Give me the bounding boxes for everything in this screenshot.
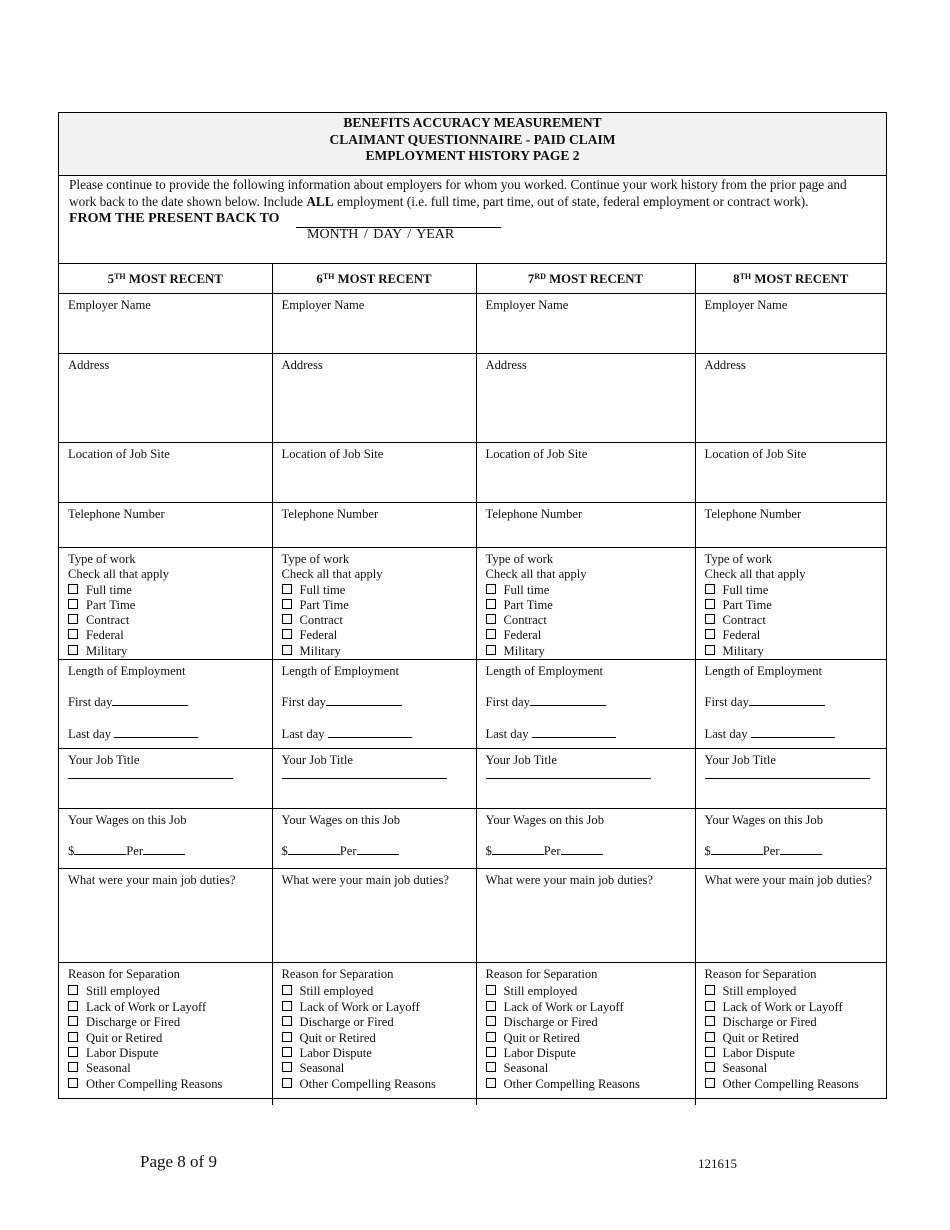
checkbox[interactable] — [282, 1016, 292, 1026]
address-row — [59, 354, 886, 443]
length-of-employment-row — [59, 660, 886, 749]
column-heading-cell-1[interactable] — [59, 264, 272, 294]
work-type-option[interactable]: Contract — [486, 613, 686, 628]
separation-label: Reason for Separation — [68, 967, 180, 982]
checkbox[interactable] — [68, 584, 78, 594]
checkbox[interactable] — [486, 584, 496, 594]
checkbox[interactable] — [68, 1078, 78, 1088]
checkbox[interactable] — [282, 1001, 292, 1011]
last-day-line: Last day — [486, 726, 686, 742]
separation-option[interactable]: Other Compelling Reasons — [68, 1077, 263, 1092]
header-title-line3: EMPLOYMENT HISTORY PAGE 2 — [365, 148, 580, 163]
checkbox[interactable] — [282, 645, 292, 655]
column-heading-number: 7 — [527, 272, 535, 287]
checkbox[interactable] — [68, 599, 78, 609]
separation-options — [705, 984, 878, 1092]
length-label: Length of Employment — [704, 664, 823, 679]
checkbox[interactable] — [705, 1016, 715, 1026]
wages-line: $ Per — [282, 843, 467, 859]
checkbox[interactable] — [486, 1016, 496, 1026]
separation-option[interactable]: Discharge or Fired — [282, 1015, 467, 1030]
separation-option[interactable]: Other Compelling Reasons — [282, 1077, 467, 1092]
reason-for-separation-cell-4[interactable] — [695, 963, 886, 1105]
wage-period-field[interactable] — [143, 843, 185, 855]
checkbox[interactable] — [486, 645, 496, 655]
separation-option[interactable]: Other Compelling Reasons — [486, 1077, 686, 1092]
telephone-cell-2[interactable] — [272, 503, 476, 548]
job-title-label: Your Job Title — [704, 753, 777, 768]
work-type-option[interactable]: Federal — [68, 628, 263, 643]
first-day-line: First day — [486, 694, 686, 710]
checkbox[interactable] — [68, 1047, 78, 1057]
wages-line: $ Per — [705, 843, 878, 859]
checkbox[interactable] — [486, 599, 496, 609]
checkbox[interactable] — [705, 599, 715, 609]
checkbox[interactable] — [68, 645, 78, 655]
checkbox[interactable] — [282, 1032, 292, 1042]
check-all-label: Check all that apply — [281, 567, 383, 582]
type-of-work-cell-1[interactable] — [59, 548, 272, 660]
job-duties-cell-4[interactable] — [695, 869, 886, 963]
telephone-cell-3[interactable] — [476, 503, 695, 548]
employment-history-form — [58, 112, 887, 1099]
employer-name-cell-2[interactable] — [272, 294, 476, 354]
job-duties-label: What were your main job duties? — [68, 873, 236, 888]
type-of-work-cell-3[interactable] — [476, 548, 695, 660]
form-header — [59, 113, 886, 176]
wages-cell-3[interactable] — [476, 809, 695, 869]
work-type-options — [68, 583, 263, 659]
checkbox[interactable] — [705, 614, 715, 624]
wages-row — [59, 809, 886, 869]
address-cell-1[interactable] — [59, 354, 272, 443]
separation-option[interactable]: Labor Dispute — [68, 1046, 263, 1061]
employer-grid — [59, 263, 886, 1105]
checkbox[interactable] — [68, 1001, 78, 1011]
job-title-cell-3[interactable] — [476, 749, 695, 809]
length-label: Length of Employment — [485, 664, 604, 679]
last-day-field[interactable] — [114, 726, 198, 738]
length-label: Length of Employment — [281, 664, 400, 679]
wage-amount-field[interactable] — [74, 843, 126, 855]
job-site-label: Location of Job Site — [704, 447, 807, 461]
type-of-work-label: Type of work — [485, 552, 554, 566]
wage-amount-field[interactable] — [288, 843, 340, 855]
checkbox[interactable] — [486, 1062, 496, 1072]
wages-cell-4[interactable] — [695, 809, 886, 869]
column-heading-cell-4[interactable] — [695, 264, 886, 294]
wages-label: Your Wages on this Job — [485, 813, 605, 828]
work-type-option[interactable]: Military — [68, 644, 263, 659]
checkbox[interactable] — [705, 1032, 715, 1042]
telephone-label: Telephone Number — [704, 507, 802, 521]
column-heading-cell-3[interactable] — [476, 264, 695, 294]
job-duties-label: What were your main job duties? — [281, 873, 450, 888]
separation-option[interactable]: Quit or Retired — [68, 1031, 263, 1046]
work-type-option[interactable]: Part Time — [282, 598, 467, 613]
checkbox[interactable] — [68, 985, 78, 995]
type-of-work-label: Type of work — [68, 552, 136, 566]
header-title-line2: CLAIMANT QUESTIONNAIRE - PAID CLAIM — [329, 131, 616, 147]
employer-name-cell-1[interactable] — [59, 294, 272, 354]
reason-for-separation-row — [59, 963, 886, 1105]
checkbox[interactable] — [282, 1062, 292, 1072]
page-number: Page 8 of 9 — [140, 1152, 217, 1171]
last-day-line: Last day — [282, 726, 467, 742]
wages-cell-2[interactable] — [272, 809, 476, 869]
work-type-option[interactable]: Contract — [68, 613, 263, 628]
address-cell-4[interactable] — [695, 354, 886, 443]
work-type-option[interactable]: Full time — [705, 583, 878, 598]
job-title-label: Your Job Title — [281, 753, 354, 768]
job-duties-cell-1[interactable] — [59, 869, 272, 963]
separation-option[interactable]: Lack of Work or Layoff — [68, 1000, 263, 1015]
telephone-row — [59, 503, 886, 548]
work-type-option[interactable]: Part Time — [68, 598, 263, 613]
wages-label: Your Wages on this Job — [281, 813, 401, 828]
job-site-label: Location of Job Site — [68, 447, 170, 461]
job-duties-cell-2[interactable] — [272, 869, 476, 963]
work-type-option[interactable]: Full time — [486, 583, 686, 598]
work-type-option[interactable]: Federal — [486, 628, 686, 643]
job-title-cell-1[interactable] — [59, 749, 272, 809]
checkbox[interactable] — [486, 1001, 496, 1011]
work-type-option[interactable]: Military — [486, 644, 686, 659]
separation-options — [68, 984, 263, 1092]
work-type-option[interactable]: Contract — [705, 613, 878, 628]
separation-option[interactable]: Seasonal — [705, 1061, 878, 1076]
wages-line: $ Per — [68, 843, 263, 859]
separation-option[interactable]: Still employed — [68, 984, 263, 999]
job-title-field[interactable] — [486, 777, 651, 779]
job-title-cell-4[interactable] — [695, 749, 886, 809]
header-title-line1: BENEFITS ACCURACY MEASUREMENT — [343, 115, 602, 130]
column-heading-suffix: TH — [114, 272, 126, 282]
checkbox[interactable] — [68, 1032, 78, 1042]
column-heading-suffix: TH — [322, 272, 335, 282]
check-all-label: Check all that apply — [68, 567, 170, 582]
column-heading-cell-2[interactable] — [272, 264, 476, 294]
checkbox[interactable] — [486, 1047, 496, 1057]
checkbox[interactable] — [68, 614, 78, 624]
work-type-option[interactable]: Federal — [705, 628, 878, 643]
type-of-work-label: Type of work — [704, 552, 773, 566]
first-day-line: First day — [705, 694, 878, 710]
first-day-field[interactable] — [749, 694, 825, 706]
separation-option[interactable]: Quit or Retired — [282, 1031, 467, 1046]
address-cell-3[interactable] — [476, 354, 695, 443]
checkbox[interactable] — [282, 985, 292, 995]
from-date-line — [69, 211, 876, 247]
separation-option[interactable]: Discharge or Fired — [705, 1015, 878, 1030]
separation-option[interactable]: Lack of Work or Layoff — [486, 1000, 686, 1015]
separation-option[interactable]: Discharge or Fired — [486, 1015, 686, 1030]
first-day-field[interactable] — [326, 694, 402, 706]
work-type-option[interactable]: Part Time — [486, 598, 686, 613]
separation-option[interactable]: Labor Dispute — [282, 1046, 467, 1061]
separation-option[interactable]: Seasonal — [282, 1061, 467, 1076]
column-heading-number: 5 — [107, 272, 115, 287]
column-heading-text: MOST RECENT — [334, 272, 432, 287]
telephone-cell-1[interactable] — [59, 503, 272, 548]
telephone-label: Telephone Number — [281, 507, 379, 521]
wages-label: Your Wages on this Job — [704, 813, 824, 828]
checkbox[interactable] — [486, 985, 496, 995]
date-format-hint: MONTH / DAY / YEAR — [307, 227, 455, 242]
checkbox[interactable] — [705, 1078, 715, 1088]
employer-name-cell-4[interactable] — [695, 294, 886, 354]
column-heading-number: 6 — [316, 272, 323, 287]
first-day-line: First day — [282, 694, 467, 710]
employer-name-label: Employer Name — [68, 298, 151, 312]
job-duties-cell-3[interactable] — [476, 869, 695, 963]
checkbox[interactable] — [705, 985, 715, 995]
last-day-line: Last day — [68, 726, 263, 742]
work-type-options — [282, 583, 467, 659]
address-label: Address — [68, 358, 110, 372]
checkbox[interactable] — [486, 614, 496, 624]
wage-period-field[interactable] — [561, 843, 603, 855]
wage-period-field[interactable] — [357, 843, 399, 855]
type-of-work-label: Type of work — [281, 552, 350, 566]
type-of-work-cell-4[interactable] — [695, 548, 886, 660]
reason-for-separation-cell-1[interactable] — [59, 963, 272, 1105]
job-duties-row — [59, 869, 886, 963]
last-day-field[interactable] — [532, 726, 616, 738]
job-site-location-row — [59, 443, 886, 503]
job-site-location-cell-2[interactable] — [272, 443, 476, 503]
column-heading-text: MOST RECENT — [545, 272, 644, 287]
type-of-work-row — [59, 548, 886, 660]
checkbox[interactable] — [705, 1047, 715, 1057]
last-day-line: Last day — [705, 726, 878, 742]
checkbox[interactable] — [282, 629, 292, 639]
work-type-option[interactable]: Full time — [68, 583, 263, 598]
column-heading-text: MOST RECENT — [125, 272, 223, 287]
separation-option[interactable]: Labor Dispute — [705, 1046, 878, 1061]
separation-option[interactable]: Lack of Work or Layoff — [282, 1000, 467, 1015]
job-title-field[interactable] — [282, 777, 447, 779]
telephone-label: Telephone Number — [485, 507, 583, 521]
wage-amount-field[interactable] — [492, 843, 544, 855]
separation-option[interactable]: Lack of Work or Layoff — [705, 1000, 878, 1015]
check-all-label: Check all that apply — [704, 567, 806, 582]
first-day-field[interactable] — [112, 694, 188, 706]
check-all-label: Check all that apply — [485, 567, 587, 582]
last-day-field[interactable] — [751, 726, 835, 738]
work-type-option[interactable]: Part Time — [705, 598, 878, 613]
address-label: Address — [485, 358, 527, 372]
checkbox[interactable] — [486, 1078, 496, 1088]
separation-option[interactable]: Discharge or Fired — [68, 1015, 263, 1030]
work-type-option[interactable]: Military — [705, 644, 878, 659]
first-day-field[interactable] — [530, 694, 606, 706]
separation-option[interactable]: Other Compelling Reasons — [705, 1077, 878, 1092]
job-title-label: Your Job Title — [485, 753, 558, 768]
separation-options — [486, 984, 686, 1092]
employer-name-row — [59, 294, 886, 354]
wage-period-field[interactable] — [780, 843, 822, 855]
separation-option[interactable]: Still employed — [705, 984, 878, 999]
checkbox[interactable] — [282, 599, 292, 609]
separation-option[interactable]: Still employed — [282, 984, 467, 999]
checkbox[interactable] — [282, 1047, 292, 1057]
job-duties-label: What were your main job duties? — [704, 873, 873, 888]
separation-option[interactable]: Still employed — [486, 984, 686, 999]
checkbox[interactable] — [68, 1062, 78, 1072]
employer-name-label: Employer Name — [281, 298, 365, 312]
work-type-option[interactable]: Military — [282, 644, 467, 659]
job-site-location-cell-3[interactable] — [476, 443, 695, 503]
column-heading-suffix: RD — [534, 272, 546, 282]
length-label: Length of Employment — [68, 664, 186, 679]
job-site-location-cell-1[interactable] — [59, 443, 272, 503]
work-type-option[interactable]: Contract — [282, 613, 467, 628]
address-label: Address — [704, 358, 746, 372]
separation-label: Reason for Separation — [281, 967, 394, 982]
last-day-field[interactable] — [328, 726, 412, 738]
separation-option[interactable]: Labor Dispute — [486, 1046, 686, 1061]
work-type-options — [705, 583, 878, 659]
form-code: 121615 — [698, 1156, 737, 1171]
job-title-field[interactable] — [68, 777, 233, 779]
type-of-work-cell-2[interactable] — [272, 548, 476, 660]
separation-label: Reason for Separation — [485, 967, 598, 982]
checkbox[interactable] — [705, 645, 715, 655]
employer-name-label: Employer Name — [704, 298, 788, 312]
checkbox[interactable] — [282, 584, 292, 594]
wage-amount-field[interactable] — [711, 843, 763, 855]
instructions — [59, 176, 886, 264]
checkbox[interactable] — [705, 1062, 715, 1072]
checkbox[interactable] — [705, 584, 715, 594]
length-of-employment-cell-4[interactable] — [695, 660, 886, 749]
checkbox[interactable] — [486, 1032, 496, 1042]
wages-label: Your Wages on this Job — [68, 813, 187, 828]
checkbox[interactable] — [282, 614, 292, 624]
telephone-label: Telephone Number — [68, 507, 165, 521]
length-of-employment-cell-1[interactable] — [59, 660, 272, 749]
employer-name-label: Employer Name — [485, 298, 569, 312]
job-site-location-cell-4[interactable] — [695, 443, 886, 503]
work-type-option[interactable]: Federal — [282, 628, 467, 643]
reason-for-separation-cell-3[interactable] — [476, 963, 695, 1105]
job-title-field[interactable] — [705, 777, 870, 779]
job-title-label: Your Job Title — [68, 753, 140, 768]
work-type-option[interactable]: Full time — [282, 583, 467, 598]
wages-cell-1[interactable] — [59, 809, 272, 869]
job-site-label: Location of Job Site — [281, 447, 384, 461]
separation-option[interactable]: Seasonal — [68, 1061, 263, 1076]
address-label: Address — [281, 358, 323, 372]
reason-for-separation-cell-2[interactable] — [272, 963, 476, 1105]
first-day-line: First day — [68, 694, 263, 710]
from-date-label: FROM THE PRESENT BACK TO — [69, 211, 280, 226]
work-type-options — [486, 583, 686, 659]
column-heading-text: MOST RECENT — [751, 272, 849, 287]
separation-option[interactable]: Seasonal — [486, 1061, 686, 1076]
instructions-text: Please continue to provide the following information about employers for whom you worked. Continue your work history from the prior page and work back to the date shown below. Include ALL employment (i.e. full time, part time, out of state, federal employment or contract work). — [69, 177, 847, 209]
length-of-employment-cell-2[interactable] — [272, 660, 476, 749]
column-heading-row — [59, 264, 886, 294]
wages-line: $ Per — [486, 843, 686, 859]
column-heading-suffix: TH — [739, 272, 752, 282]
separation-options — [282, 984, 467, 1092]
separation-option[interactable]: Quit or Retired — [705, 1031, 878, 1046]
checkbox[interactable] — [68, 629, 78, 639]
checkbox[interactable] — [705, 1001, 715, 1011]
column-heading-number: 8 — [733, 272, 740, 287]
length-of-employment-cell-3[interactable] — [476, 660, 695, 749]
separation-option[interactable]: Quit or Retired — [486, 1031, 686, 1046]
checkbox[interactable] — [705, 629, 715, 639]
checkbox[interactable] — [486, 629, 496, 639]
job-title-cell-2[interactable] — [272, 749, 476, 809]
job-duties-label: What were your main job duties? — [485, 873, 654, 888]
job-title-row — [59, 749, 886, 809]
job-site-label: Location of Job Site — [485, 447, 588, 461]
checkbox[interactable] — [68, 1016, 78, 1026]
employer-name-cell-3[interactable] — [476, 294, 695, 354]
address-cell-2[interactable] — [272, 354, 476, 443]
telephone-cell-4[interactable] — [695, 503, 886, 548]
checkbox[interactable] — [282, 1078, 292, 1088]
separation-label: Reason for Separation — [704, 967, 817, 982]
